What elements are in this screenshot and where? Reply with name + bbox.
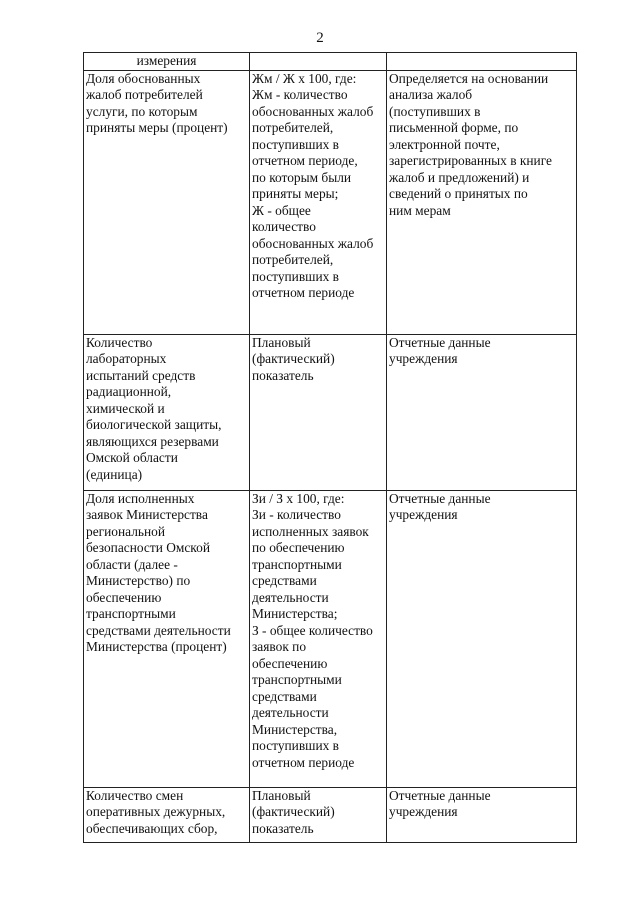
cell-text-line: Жм - количество — [252, 87, 348, 102]
source-cell — [387, 334, 577, 490]
cell-text-line: Министерства, — [252, 721, 338, 737]
cell-text-line: (единица) — [86, 466, 143, 482]
cell-text-line: обоснованных жалоб — [252, 235, 374, 251]
cell-text-line: Жм / Ж х 100, где: — [252, 70, 357, 86]
cell-text-line: Омской области — [86, 450, 178, 465]
cell-text-line: учреждения — [389, 507, 458, 522]
cell-text-line: ним мерам — [389, 202, 451, 218]
cell-text-line: учреждения — [389, 351, 458, 366]
formula-cell — [250, 70, 387, 334]
cell-text-line: Доля исполненных — [86, 490, 195, 506]
cell-text-line: радиационной, — [86, 384, 172, 399]
cell-text-line: Отчетные данные — [389, 787, 491, 803]
cell-text-line: оперативных дежурных, — [86, 804, 226, 819]
cell-text-line: средствами — [252, 688, 317, 704]
cell-text-line: зарегистрированных в книге — [389, 153, 552, 168]
cell-text-line: биологической защиты, — [86, 417, 222, 432]
cell-text-line: обеспечивающих сбор, — [86, 820, 218, 836]
table-row — [84, 490, 577, 787]
cell-text-line: Отчетные данные — [389, 490, 491, 506]
cell-text-line: (фактический) — [252, 351, 335, 366]
cell-text-line: жалоб потребителей — [86, 87, 203, 102]
cell-text-line: по обеспечению — [252, 540, 345, 555]
cell-text-line: испытаний средств — [86, 367, 196, 383]
header-cell-formula — [250, 53, 387, 71]
cell-text-line: Ж - общее — [252, 202, 311, 218]
cell-text-line: безопасности Омской — [86, 540, 210, 555]
source-cell — [387, 787, 577, 842]
cell-text-line: учреждения — [389, 804, 458, 819]
cell-text-line: средствами — [252, 573, 317, 588]
cell-text-line: Министерство) по — [86, 573, 191, 588]
cell-text-line: приняты меры; — [252, 186, 339, 201]
cell-text-line: заявок Министерства — [86, 507, 208, 522]
cell-text-line: Министерства; — [252, 606, 338, 621]
indicator-cell — [84, 490, 250, 787]
cell-text-line: потребителей, — [252, 120, 334, 135]
cell-text-line: поступивших в — [252, 136, 340, 152]
indicators-table — [83, 52, 577, 843]
cell-text-line: жалоб и предложений) и — [389, 169, 530, 185]
cell-text-line: обоснованных жалоб — [252, 103, 374, 119]
cell-text-line: Плановый — [252, 787, 311, 803]
cell-text-line: транспортными — [252, 672, 342, 687]
indicator-cell — [84, 334, 250, 490]
table-header-row — [84, 53, 577, 71]
cell-text-line: деятельности — [252, 705, 329, 720]
cell-text-line: исполненных заявок — [252, 523, 369, 539]
header-cell-source — [387, 53, 577, 71]
cell-text-line: деятельности — [252, 589, 329, 605]
cell-text-line: поступивших в — [252, 268, 340, 284]
cell-text-line: потребителей, — [252, 252, 334, 267]
cell-text-line: сведений о принятых по — [389, 186, 528, 201]
cell-text-line: Доля обоснованных — [86, 70, 201, 86]
cell-text-line: анализа жалоб — [389, 87, 473, 102]
cell-text-line: по которым были — [252, 169, 352, 185]
cell-text-line: отчетном периоде — [252, 285, 355, 300]
indicator-cell — [84, 787, 250, 842]
cell-text-line: лабораторных — [86, 351, 167, 366]
cell-text-line: количество — [252, 219, 316, 234]
cell-text-line: (фактический) — [252, 804, 335, 819]
table-row — [84, 334, 577, 490]
header-cell-indicator: измерения — [84, 53, 250, 71]
cell-text-line: являющихся резервами — [86, 433, 219, 449]
cell-text-line: Зи - количество — [252, 507, 341, 522]
cell-text-line: услуги, по которым — [86, 103, 198, 119]
cell-text-line: Определяется на основании — [389, 70, 549, 86]
formula-cell — [250, 490, 387, 787]
page-number: 2 — [316, 30, 324, 46]
cell-text-line: З - общее количество — [252, 622, 373, 638]
cell-text-line: Количество — [86, 334, 153, 350]
cell-text-line: химической и — [86, 400, 165, 416]
cell-text-line: средствами деятельности — [86, 622, 231, 638]
cell-text-line: поступивших в — [252, 738, 340, 753]
indicator-cell — [84, 70, 250, 334]
cell-text-line: Количество смен — [86, 787, 184, 803]
cell-text-line: Министерства (процент) — [86, 639, 227, 654]
cell-text-line: заявок по — [252, 639, 307, 654]
cell-text-line: приняты меры (процент) — [86, 120, 228, 135]
formula-cell — [250, 787, 387, 842]
cell-text-line: показатель — [252, 820, 314, 836]
cell-text-line: Плановый — [252, 334, 311, 350]
cell-text-line: региональной — [86, 523, 166, 539]
cell-text-line: транспортными — [86, 606, 176, 621]
cell-text-line: транспортными — [252, 556, 342, 572]
cell-text-line: отчетном периоде — [252, 754, 355, 770]
cell-text-line: электронной почте, — [389, 136, 500, 152]
cell-text-line: отчетном периоде, — [252, 153, 358, 168]
cell-text-line: обеспечению — [86, 589, 162, 605]
cell-text-line: показатель — [252, 367, 314, 383]
source-cell — [387, 490, 577, 787]
table-row — [84, 70, 577, 334]
cell-text-line: Зи / З х 100, где: — [252, 490, 345, 506]
cell-text-line: области (далее - — [86, 556, 178, 572]
table-row — [84, 787, 577, 842]
cell-text-line: обеспечению — [252, 655, 328, 671]
source-cell — [387, 70, 577, 334]
cell-text-line: (поступивших в — [389, 103, 481, 119]
formula-cell — [250, 334, 387, 490]
cell-text-line: Отчетные данные — [389, 334, 491, 350]
cell-text-line: письменной форме, по — [389, 120, 519, 135]
